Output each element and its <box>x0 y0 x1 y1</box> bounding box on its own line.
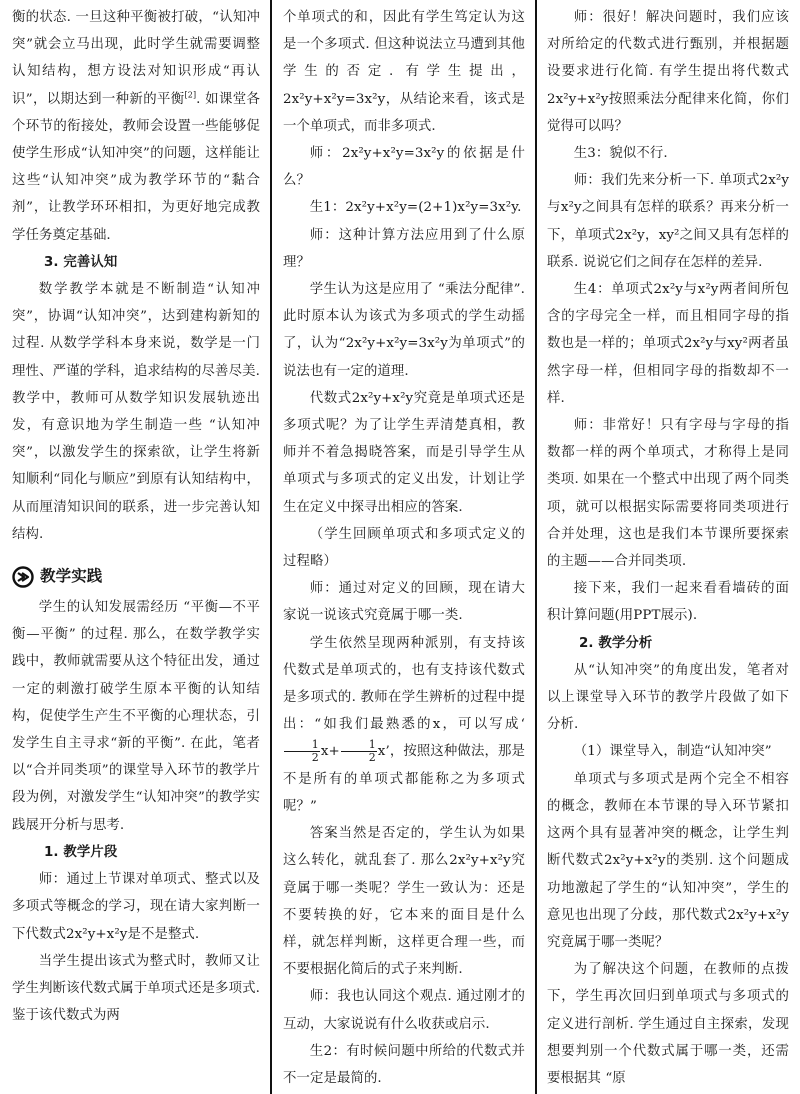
subheading-teaching-analysis: 2. 教学分析 <box>579 635 653 651</box>
paragraph: 师：非常好！只有字母与字母的指数都一样的两个单项式，才称得上是同类项. 如果在一个整式中出现了两个同类项，就可以根据实际需要将同类项进行合并处理，这也是我们本节课所要探索的主题——合并同类项. <box>547 418 789 570</box>
circled-arrow-icon <box>12 566 34 588</box>
paragraph: 生1：2x²y+x²y=(2+1)x²y=3x²y. <box>309 200 522 216</box>
section-title: 教学实践 <box>40 567 103 586</box>
paragraph: 为了解决这个问题，在教师的点拨下，学生再次回归到单项式与多项式的定义进行剖析. 学生通过自主探索，发现想要判别一个代数式属于哪一类，还需要根据其 “原 <box>547 962 789 1086</box>
column-middle <box>283 4 525 1092</box>
paragraph: （1）课堂导入，制造“认知冲突” <box>573 744 772 760</box>
paragraph: 师：通过对定义的回顾，现在请大家说一说该式究竟属于哪一类. <box>283 581 525 624</box>
fraction: $\frac{1}{2}$ <box>284 739 320 764</box>
paragraph: 生3：貌似不行. <box>573 146 668 162</box>
paragraph: 生2：有时候问题中所给的代数式并不一定是最简的. <box>283 1043 525 1086</box>
paragraph: 师：我也认同这个观点. 通过刚才的互动，大家说说有什么收获或启示. <box>283 989 525 1032</box>
paragraph: 单项式与多项式是两个完全不相容的概念，教师在本节课的导入环节紧扣这两个具有显著冲突的概念，让学生判断代数式2x²y+x²y的类别. 这个问题成功地激起了学生的“认知冲突”，学生的意见也出现了分歧，那代数式2x²y+x²y究竟属于哪一类呢？ <box>547 771 789 950</box>
column-left <box>12 4 260 1029</box>
paragraph: 学生的认知发展需经历 “平衡—不平衡—平衡” 的过程. 那么，在数学教学实践中，教师就需要从这个特征出发，通过一定的刺激打破学生原本平衡的认知结构，促使学生产生不平衡的心理状态，引发学生自主寻求“新的平衡”. 在此，笔者以“合并同类项”的课堂导入环节的教学片段为例，对激发学生“认知冲突”的教学实践展开分析与思考. <box>12 600 260 833</box>
citation-ref: [2] <box>184 90 197 100</box>
paragraph: 学生认为这是应用了 “乘法分配律”. 此时原本认为该式为多项式的学生动摇了，认为“2x²y+x²y=3x²y为单项式”的说法也有一定的道理. <box>283 282 525 379</box>
paragraph: 接下来，我们一起来看看墙砖的面积计算问题(用PPT展示). <box>547 581 789 624</box>
paragraph: 师：2x²y+x²y=3x²y的依据是什么？ <box>283 146 525 189</box>
paragraph: （学生回顾单项式和多项式定义的过程略） <box>283 526 525 570</box>
paragraph: 从“认知冲突”的角度出发，笔者对以上课堂导入环节的教学片段做了如下分析. <box>547 662 789 733</box>
fraction: $\frac{1}{2}$ <box>341 739 377 764</box>
section-heading <box>12 562 260 592</box>
paragraph: 答案当然是否定的，学生认为如果这么转化，就乱套了. 那么2x²y+x²y究竟属于哪一类呢？学生一致认为：还是不要转换的好，它本来的面目是什么样，就怎样判断，这样更合理一些，而不要根据化简后的式子来判断. <box>283 826 525 978</box>
paragraph: 师：这种计算方法应用到了什么原理？ <box>283 227 525 270</box>
paragraph: 生4：单项式2x²y与x²y两者间所包含的字母完全一样，而且相同字母的指数也是一样的；单项式2x²y与xy²两者虽然字母一样，但相同字母的指数却不一样. <box>547 282 789 406</box>
paragraph: 师：很好！解决问题时，我们应该对所给定的代数式进行甄别，并根据题设要求进行化简. 有学生提出将代数式2x²y+x²y按照乘法分配律来化简，你们觉得可以吗？ <box>547 10 789 134</box>
column-right <box>547 4 789 1092</box>
paragraph: 当学生提出该式为整式时，教师又让学生判断该代数式属于单项式还是多项式. 鉴于该代数式为两 <box>12 953 260 1024</box>
paragraph: 代数式2x²y+x²y究竟是单项式还是多项式呢？为了让学生弄清楚真相，教师并不着急揭晓答案，而是引导学生从单项式与多项式的定义出发，计划让学生在定义中探寻出相应的答案. <box>283 390 525 515</box>
paragraph: 衡的状态. 一旦这种平衡被打破，“认知冲突”就会立马出现，此时学生就需要调整认知结构，想方设法对知识形成“再认识”，以期达到一种新的平衡[2]. 如课堂各个环节的衔接处，教师会设置一些能够促使学生形成“认知冲突”的问题，这样能让这些“认知冲突”成为教学环节的“黏合剂”，让教学环环相扣，为更好地完成教学任务奠定基础. <box>12 10 260 243</box>
subheading-teaching-segment: 1. 教学片段 <box>44 844 118 860</box>
paragraph: 师：我们先来分析一下. 单项式2x²y与x²y之间具有怎样的联系？再来分析一下，单项式2x²y，xy²之间又具有怎样的联系. 说说它们之间存在怎样的差异. <box>547 173 789 270</box>
paragraph: 学生依然呈现两种派别，有支持该代数式是单项式的，也有支持该代数式是多项式的. 教师在学生辨析的过程中提出：“如我们最熟悉的x，可以写成‘ $\frac{1}{2}$ x+ $\frac{1}{2}$ x’，按照这种做法，那是不是所有的单项式都能称之为多项式呢？” <box>283 635 525 814</box>
column-divider-right <box>535 0 537 1094</box>
paragraph: 师：通过上节课对单项式、整式以及多项式等概念的学习，现在请大家判断一下代数式2x²y+x²y是不是整式. <box>12 872 260 942</box>
subheading-perfect-cognition: 3. 完善认知 <box>44 254 118 270</box>
paragraph: 个单项式的和，因此有学生笃定认为这是一个多项式. 但这种说法立马遭到其他学生的否定. 有学生提出，2x²y+x²y=3x²y，从结论来看，该式是一个单项式，而非多项式. <box>283 10 525 134</box>
column-divider-left <box>270 0 272 1094</box>
paragraph: 数学教学本就是不断制造“认知冲突”，协调“认知冲突”，达到建构新知的过程. 从数学学科本身来说，数学是一门理性、严谨的学科，追求结构的尽善尽美. 教学中，教师可从数学知识发展轨迹出发，有意识地为学生制造一些 “认知冲突”，以激发学生的探索欲，让学生将新知顺利“同化与顺应”到原有认知结构中，从而厘清知识间的联系，进一步完善认知结构. <box>12 282 260 542</box>
